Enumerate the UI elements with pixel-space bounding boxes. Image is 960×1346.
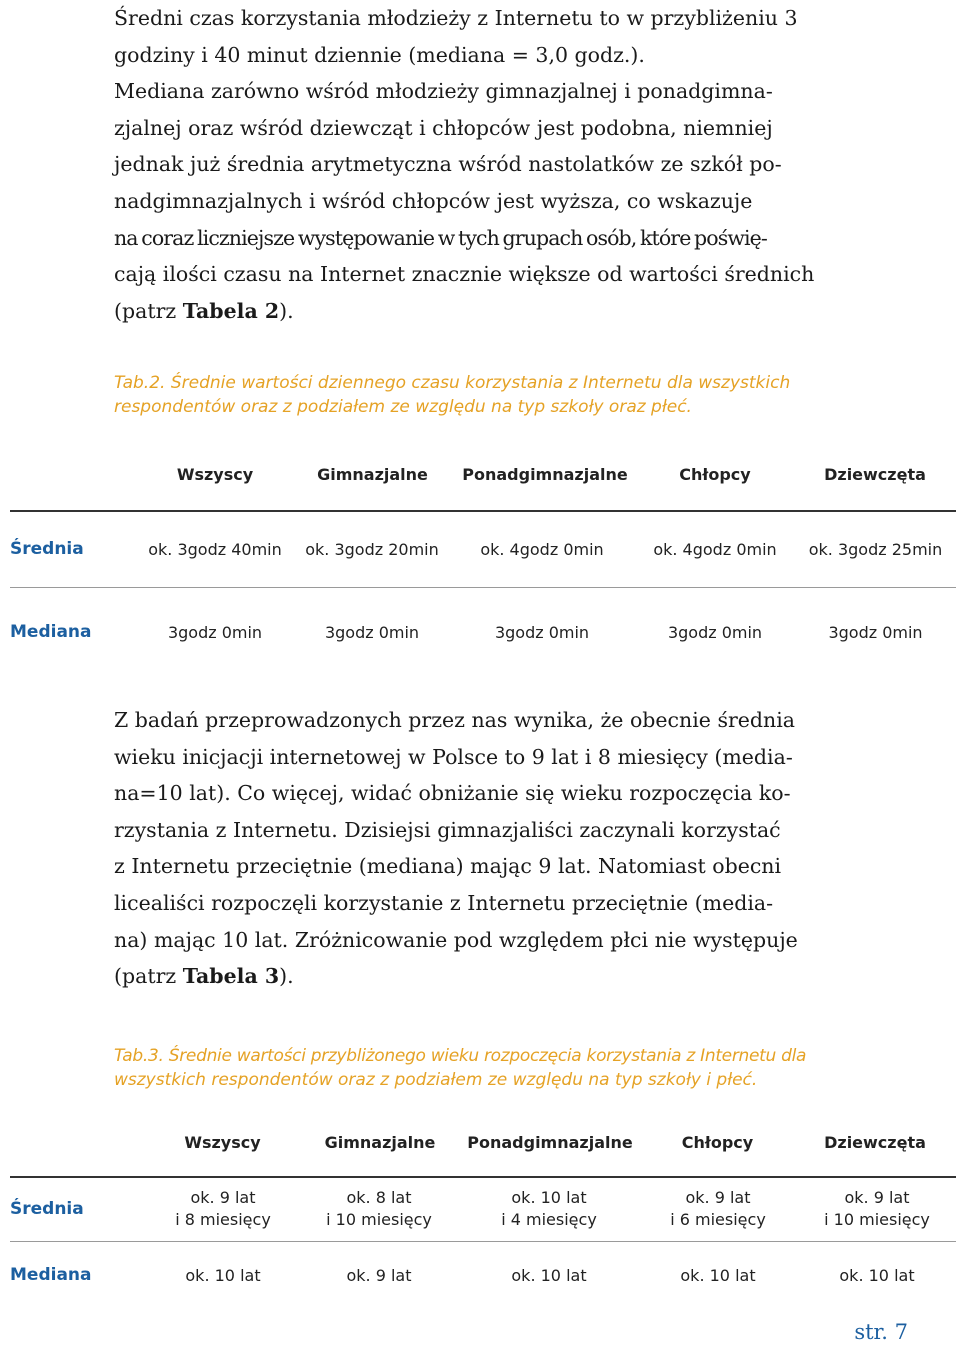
table-2-caption: [114, 371, 854, 419]
ref-prefix: (patrz: [114, 964, 183, 989]
text-line: z Internetu przeciętnie (mediana) mając 9 lat. Natomiast obecni: [114, 854, 782, 879]
caption-line: Tab.3. Średnie wartości przybliżonego wieku rozpoczęcia korzystania z Internetu dla: [114, 1046, 807, 1066]
table-2-reference: Tabela 2: [182, 298, 280, 323]
text-line: godziny i 40 minut dziennie (mediana = 3,0 godz.).: [114, 42, 645, 67]
text-line: na) mając 10 lat. Zróżnicowanie pod względem płci nie występuje: [114, 927, 798, 952]
text-line: Mediana zarówno wśród młodzieży gimnazjalnej i ponadgimna-: [114, 79, 773, 104]
table-3-header-dziewczeta: Dziewczęta: [824, 1133, 926, 1152]
cell-line: i 10 miesięcy: [326, 1210, 432, 1229]
table-cell: 3godz 0min: [167, 623, 263, 642]
paragraph-internet-usage-time: [114, 0, 846, 329]
table-cell: [643, 1187, 793, 1231]
table-2-header-dziewczeta: Dziewczęta: [824, 465, 926, 484]
table-2-header-gimnazjalne: Gimnazjalne: [317, 465, 428, 484]
table-cell: [304, 1187, 454, 1231]
ref-suffix: ).: [279, 298, 294, 323]
text-line-last: [114, 958, 846, 995]
table-cell: [148, 1187, 298, 1231]
table-cell: 3godz 0min: [494, 623, 590, 642]
table-3-header-rule: [10, 1176, 956, 1178]
text-line: Z badań przeprowadzonych przez nas wynika, że obecnie średnia: [114, 708, 795, 732]
text-line: na coraz liczniejsze występowanie w tych grupach osób, które poświę-: [114, 225, 767, 250]
table-cell: 3godz 0min: [828, 623, 923, 642]
text-line: cają ilości czasu na Internet znacznie większe od wartości średnich: [114, 262, 815, 287]
cell-line: ok. 9 lat: [190, 1188, 256, 1207]
table-3-header-ponadgimnazjalne: Ponadgimnazjalne: [467, 1133, 633, 1152]
cell-line: ok. 8 lat: [346, 1188, 412, 1207]
caption-line: Tab.2. Średnie wartości dziennego czasu korzystania z Internetu dla wszystkich: [114, 373, 791, 393]
text-line: rzystania z Internetu. Dzisiejsi gimnazjaliści zaczynali korzystać: [114, 817, 781, 842]
cell-line: ok. 10 lat: [511, 1188, 587, 1207]
text-line-last: [114, 293, 846, 330]
page-number: str. 7: [854, 1320, 908, 1344]
table-cell: ok. 9 lat: [346, 1266, 412, 1285]
table-3-caption: [114, 1044, 854, 1092]
caption-line: respondentów oraz z podziałem ze względu na typ szkoły oraz płeć.: [114, 397, 692, 417]
text-line: jednak już średnia arytmetyczna wśród nastolatków ze szkół po-: [114, 152, 782, 177]
table-cell: ok. 10 lat: [680, 1266, 756, 1285]
table-cell: [474, 1187, 624, 1231]
table-cell: ok. 3godz 20min: [305, 540, 439, 559]
table-2-header-chlopcy: Chłopcy: [679, 465, 751, 484]
text-line: wieku inicjacji internetowej w Polsce to 9 lat i 8 miesięcy (media-: [114, 744, 793, 769]
table-cell: ok. 3godz 25min: [808, 540, 943, 559]
table-cell: ok. 10 lat: [185, 1266, 261, 1285]
ref-prefix: (patrz: [114, 298, 183, 323]
table-cell: ok. 3godz 40min: [148, 540, 282, 559]
table-2-header-ponadgimnazjalne: Ponadgimnazjalne: [462, 465, 628, 484]
table-2-row-rule: [10, 587, 956, 588]
table-cell: ok. 10 lat: [839, 1266, 915, 1285]
table-3-reference: Tabela 3: [182, 964, 280, 989]
cell-line: ok. 9 lat: [844, 1188, 910, 1207]
row-label-mediana: Mediana: [10, 622, 92, 642]
cell-line: i 8 miesięcy: [175, 1210, 271, 1229]
table-3-header-wszyscy: Wszyscy: [184, 1133, 261, 1152]
caption-line: wszystkich respondentów oraz z podziałem ze względu na typ szkoły i płeć.: [114, 1070, 758, 1090]
table-cell: ok. 4godz 0min: [480, 540, 604, 559]
table-2-header-wszyscy: Wszyscy: [176, 465, 254, 484]
text-line: Średni czas korzystania młodzieży z Internetu to w przybliżeniu 3: [114, 6, 798, 30]
table-cell: 3godz 0min: [667, 623, 763, 642]
paragraph-internet-initiation-age: [114, 702, 846, 995]
row-label-mediana: Mediana: [10, 1265, 92, 1285]
table-cell: 3godz 0min: [324, 623, 420, 642]
text-line: na=10 lat). Co więcej, widać obniżanie się wieku rozpoczęcia ko-: [114, 781, 791, 806]
row-label-srednia: Średnia: [10, 539, 84, 559]
cell-line: ok. 9 lat: [685, 1188, 751, 1207]
row-label-srednia: Średnia: [10, 1199, 84, 1219]
table-3-header-gimnazjalne: Gimnazjalne: [324, 1133, 436, 1152]
cell-line: i 4 miesięcy: [501, 1210, 597, 1229]
ref-suffix: ).: [279, 964, 294, 989]
table-3-header-chlopcy: Chłopcy: [681, 1133, 754, 1152]
table-cell: ok. 4godz 0min: [653, 540, 777, 559]
table-cell: [802, 1187, 952, 1231]
table-3-row-rule: [10, 1241, 956, 1242]
cell-line: i 6 miesięcy: [670, 1210, 766, 1229]
text-line: zjalnej oraz wśród dziewcząt i chłopców jest podobna, niemniej: [114, 115, 773, 140]
cell-line: i 10 miesięcy: [824, 1210, 930, 1229]
text-line: nadgimnazjalnych i wśród chłopców jest wyższa, co wskazuje: [114, 188, 753, 213]
text-line: licealiści rozpoczęli korzystanie z Internetu przeciętnie (media-: [114, 890, 774, 915]
table-cell: ok. 10 lat: [511, 1266, 587, 1285]
table-2-header-rule: [10, 510, 956, 512]
